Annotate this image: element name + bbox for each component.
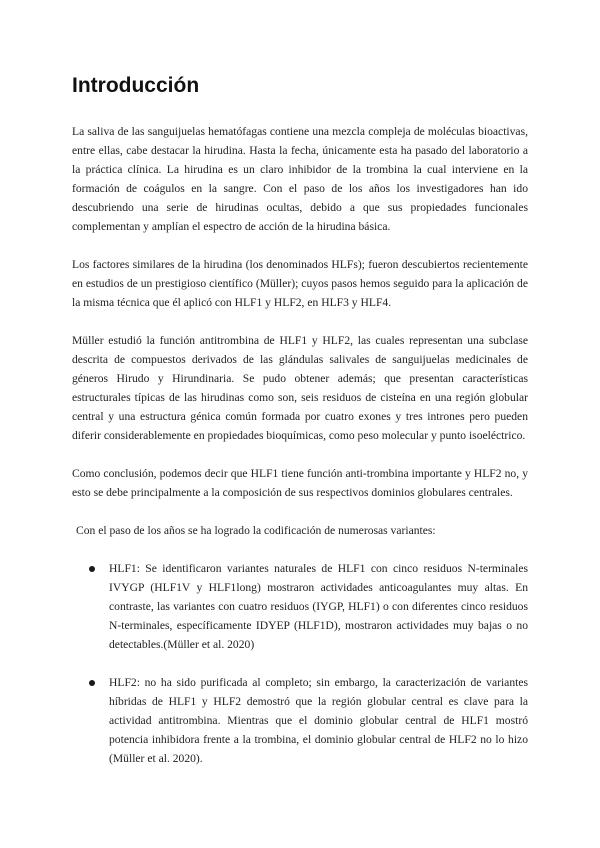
bullet-icon xyxy=(89,566,95,572)
paragraph-hirudina-intro: La saliva de las sanguijuelas hematófagas contiene una mezcla compleja de moléculas bioactivas, entre ellas, cabe destacar la hirudina. Hasta la fecha, únicamente esta ha pasado del laboratorio a la práctica clínica. La hirudina es un claro inhibidor de la trombina la cual interviene en la formación de coágulos en la sangre. Con el paso de los años los investigadores han ido descubriendo una serie de hirudinas ocultas, debido a que sus propiedades funcionales complementan y amplían el espectro de acción de la hirudina básica. xyxy=(72,125,528,233)
list-item-text: HLF1: Se identificaron variantes naturales de HLF1 con cinco residuos N-terminales IVYGP (HLF1V y HLF1long) mostraron actividades anticoagulantes muy altas. En contraste, las variantes con cuatro residuos (IYGP, HLF1) o con diferentes cinco residuos N-terminales, específicamente IDYEP (HLF1D), mostraron actividades muy bajas o no detectables.(Müller et al. 2020) xyxy=(109,562,528,651)
list-item-hlf2 xyxy=(72,673,528,768)
document-body xyxy=(72,122,528,787)
variants-list xyxy=(72,559,528,768)
list-item-text: HLF2: no ha sido purificada al completo; sin embargo, la caracterización de variantes híbridas de HLF1 y HLF2 demostró que la región globular central es clave para la actividad antitrombina. Mientras que el dominio globular central de HLF1 mostró potencia inhibidora frente a la trombina, el dominio globular central de HLF2 no lo hizo (Müller et al. 2020). xyxy=(109,676,528,765)
bullet-icon xyxy=(89,680,95,686)
list-item-hlf1 xyxy=(72,559,528,654)
paragraph-hlf-factors: Los factores similares de la hirudina (los denominados HLFs); fueron descubiertos recientemente en estudios de un prestigioso científico (Müller); cuyos pasos hemos seguido para la aplicación de la misma técnica que él aplicó con HLF1 y HLF2, en HLF3 y HLF4. xyxy=(72,258,528,309)
paragraph-muller-study: Müller estudió la función antitrombina de HLF1 y HLF2, las cuales representan una subclase descrita de compuestos derivados de las glándulas salivales de sanguijuelas medicinales de géneros Hirudo y Hirundinaria. Se pudo obtener además; que presentan características estructurales típicas de las hirudinas como son, seis residuos de cisteína en una región globular central y una estructura génica común formada por cuatro exones y tres intrones pero pueden diferir considerablemente en propiedades bioquímicas, como peso molecular y punto isoeléctrico. xyxy=(72,334,528,442)
page-title: Introducción xyxy=(72,74,200,97)
paragraph-conclusion: Como conclusión, podemos decir que HLF1 tiene función anti-trombina importante y HLF2 no, y esto se debe principalmente a la composición de sus respectivos dominios globulares centrales. xyxy=(72,467,528,499)
list-intro: Con el paso de los años se ha logrado la codificación de numerosas variantes: xyxy=(76,524,436,537)
